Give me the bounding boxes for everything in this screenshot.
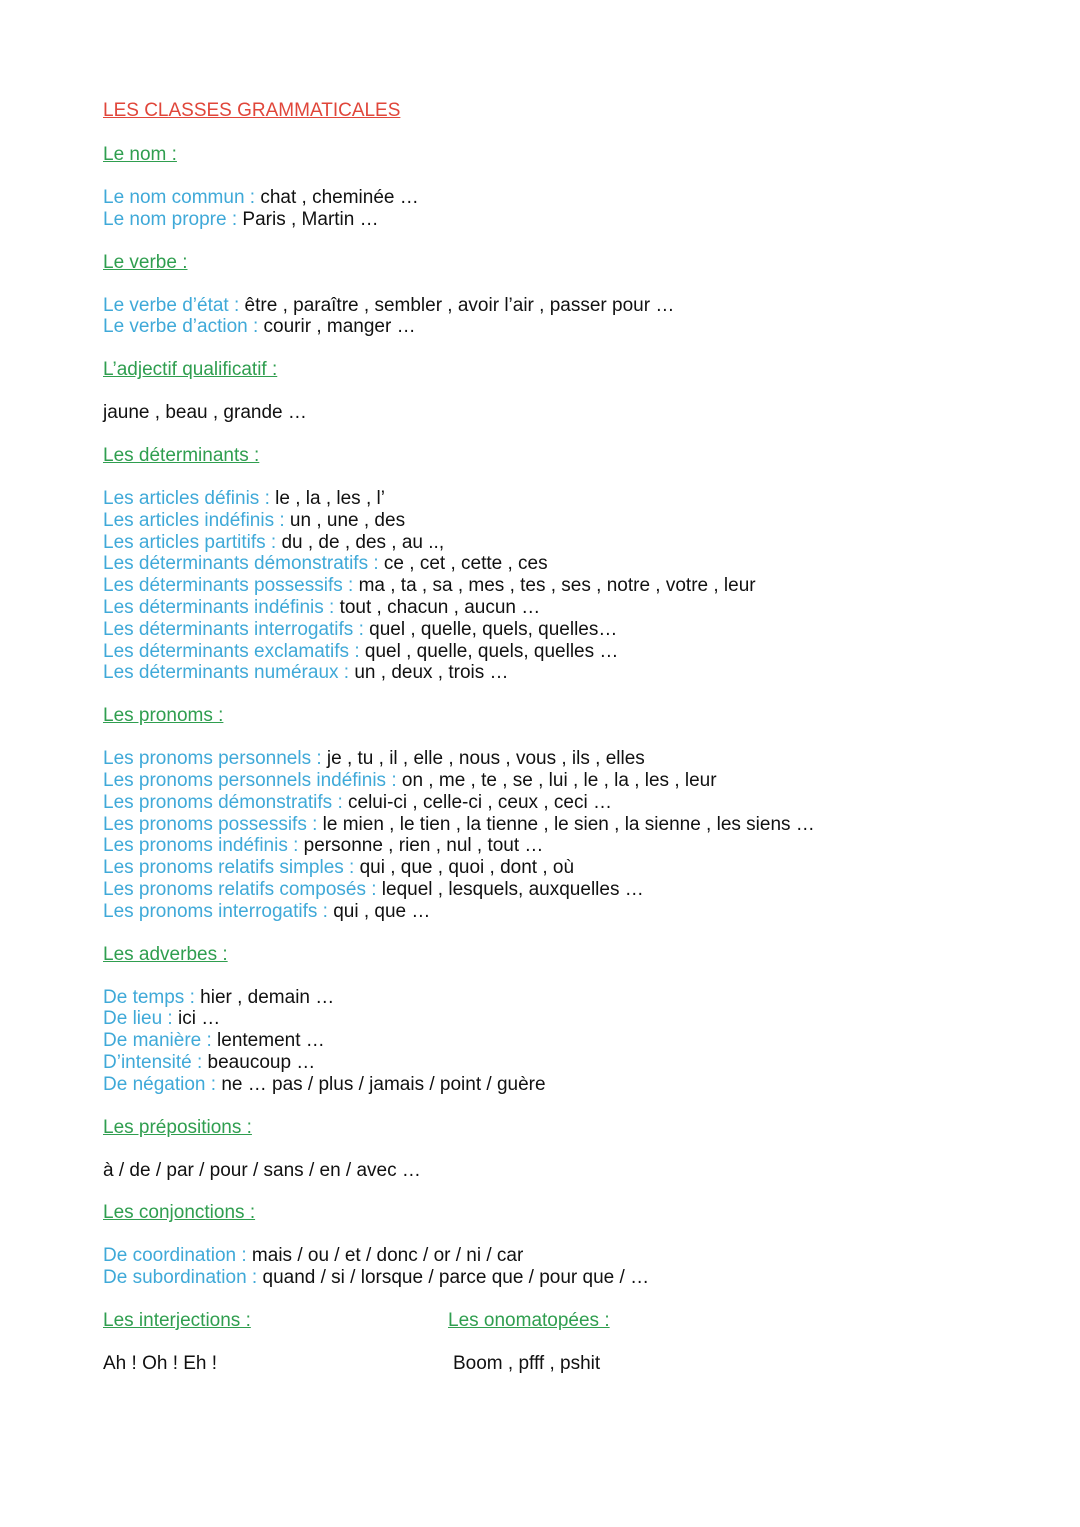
list-item	[103, 901, 1003, 923]
item-label: Les articles définis :	[103, 487, 276, 509]
item-value: être , paraître , sembler , avoir l’air , passer pour …	[244, 294, 675, 316]
section-heading-determinants: Les déterminants :	[103, 444, 260, 466]
list-item	[103, 1052, 1003, 1074]
list-item	[103, 619, 1003, 641]
item-value: beaucoup …	[207, 1051, 316, 1073]
section-body-conjonctions	[103, 1245, 1003, 1289]
item-value: celui-ci , celle-ci , ceux , ceci …	[348, 791, 612, 813]
section-text: jaune , beau , grande …	[103, 402, 307, 424]
item-label: De négation :	[103, 1073, 222, 1095]
section-body-adjectif	[103, 402, 1003, 424]
item-value: ma , ta , sa , mes , tes , ses , notre , votre , leur	[358, 575, 756, 597]
section-body-pronoms	[103, 748, 1003, 922]
list-item	[103, 835, 1003, 857]
item-label: Les déterminants démonstratifs :	[103, 553, 384, 575]
item-value: Paris , Martin …	[242, 208, 379, 230]
item-value: quand / si / lorsque / parce que / pour que / …	[262, 1267, 650, 1289]
section-heading-pronoms: Les pronoms :	[103, 705, 224, 727]
section-heading-conjonctions: Les conjonctions :	[103, 1202, 256, 1224]
item-value: je , tu , il , elle , nous , vous , ils , elles	[326, 748, 645, 770]
item-value: mais / ou / et / donc / or / ni / car	[251, 1245, 524, 1267]
item-label: Les articles indéfinis :	[103, 509, 290, 531]
list-item	[103, 641, 1003, 663]
list-item	[103, 1074, 1003, 1096]
item-label: De manière :	[103, 1030, 218, 1052]
list-item	[103, 316, 1003, 338]
item-value: chat , cheminée …	[260, 187, 419, 208]
list-item	[103, 187, 1003, 209]
list-item	[103, 209, 1003, 231]
list-item	[103, 662, 1003, 684]
two-column-row-text	[103, 1353, 1003, 1375]
section-body-nom	[103, 187, 1003, 231]
item-label: De coordination :	[103, 1245, 252, 1267]
item-label: Les pronoms indéfinis :	[103, 835, 304, 857]
onomatopees-text: Boom , pfff , pshit	[453, 1352, 601, 1374]
item-label: D’intensité :	[103, 1051, 208, 1073]
section-body-verbe	[103, 295, 1003, 339]
item-label: Le nom propre :	[103, 208, 243, 230]
item-label: Le verbe d’action :	[103, 316, 264, 338]
list-item	[103, 857, 1003, 879]
item-value: ici …	[177, 1008, 221, 1030]
item-label: Les déterminants indéfinis :	[103, 596, 340, 618]
item-value: du , de , des , au ..,	[281, 531, 445, 553]
item-label: Les pronoms personnels indéfinis :	[103, 769, 402, 791]
item-value: on , me , te , se , lui , le , la , les , leur	[401, 769, 717, 791]
list-item	[103, 295, 1003, 317]
interjections-text: Ah ! Oh ! Eh !	[103, 1352, 218, 1374]
item-value: le , la , les , l’	[275, 487, 385, 509]
item-label: Les pronoms interrogatifs :	[103, 900, 334, 922]
list-item	[103, 792, 1003, 814]
item-label: De temps :	[103, 986, 201, 1008]
item-label: De lieu :	[103, 1008, 178, 1030]
item-label: Le nom commun :	[103, 187, 261, 208]
item-value: courir , manger …	[263, 316, 416, 338]
section-heading-adjectif: L’adjectif qualificatif :	[103, 359, 278, 381]
two-column-row-headings	[103, 1310, 1003, 1332]
item-label: Les pronoms démonstratifs :	[103, 791, 348, 813]
page-title: LES CLASSES GRAMMATICALES	[103, 100, 401, 121]
list-item	[103, 1267, 1003, 1289]
item-label: Les pronoms relatifs simples :	[103, 857, 360, 879]
section-body-prepositions	[103, 1160, 1003, 1182]
list-item	[103, 553, 1003, 575]
item-label: De subordination :	[103, 1267, 263, 1289]
list-item	[103, 1245, 1003, 1267]
item-value: ne … pas / plus / jamais / point / guère	[221, 1073, 546, 1095]
item-label: Le verbe d’état :	[103, 294, 245, 316]
list-item	[103, 1008, 1003, 1030]
section-heading-verbe: Le verbe :	[103, 251, 188, 273]
item-label: Les pronoms personnels :	[103, 748, 327, 770]
section-heading-prepositions: Les prépositions :	[103, 1116, 252, 1138]
list-item	[103, 770, 1003, 792]
list-item	[103, 532, 1003, 554]
item-value: un , une , des	[289, 509, 406, 531]
item-label: Les déterminants exclamatifs :	[103, 640, 365, 662]
list-item	[103, 748, 1003, 770]
section-text: à / de / par / pour / sans / en / avec …	[103, 1159, 421, 1181]
item-value: quel , quelle, quels, quelles …	[364, 640, 619, 662]
list-item	[103, 510, 1003, 532]
section-heading-interjections: Les interjections :	[103, 1309, 251, 1331]
list-item	[103, 488, 1003, 510]
item-value: tout , chacun , aucun …	[339, 596, 541, 618]
section-heading-nom: Le nom :	[103, 144, 177, 165]
section-body-determinants	[103, 488, 1003, 684]
list-item	[103, 879, 1003, 901]
list-item	[103, 814, 1003, 836]
item-value: lequel , lesquels, auxquelles …	[381, 878, 644, 900]
item-label: Les articles partitifs :	[103, 531, 282, 553]
item-label: Les déterminants possessifs :	[103, 575, 359, 597]
item-value: le mien , le tien , la tienne , le sien , la sienne , les siens …	[322, 813, 815, 835]
list-item	[103, 597, 1003, 619]
list-item	[103, 1030, 1003, 1052]
item-value: personne , rien , nul , tout …	[303, 835, 544, 857]
item-label: Les déterminants interrogatifs :	[103, 618, 370, 640]
item-value: qui , que …	[333, 900, 431, 922]
item-label: Les déterminants numéraux :	[103, 662, 355, 684]
section-heading-onomatopees: Les onomatopées :	[448, 1309, 610, 1331]
item-value: quel , quelle, quels, quelles…	[369, 618, 618, 640]
list-item	[103, 575, 1003, 597]
section-body-adverbes	[103, 987, 1003, 1096]
item-label: Les pronoms relatifs composés :	[103, 878, 382, 900]
item-value: qui , que , quoi , dont , où	[359, 857, 575, 879]
document-page	[103, 100, 1003, 1396]
item-label: Les pronoms possessifs :	[103, 813, 323, 835]
item-value: un , deux , trois …	[354, 662, 509, 684]
list-item	[103, 987, 1003, 1009]
item-value: lentement …	[217, 1030, 325, 1052]
item-value: ce , cet , cette , ces	[383, 553, 548, 575]
item-value: hier , demain …	[200, 986, 335, 1008]
section-heading-adverbes: Les adverbes :	[103, 943, 228, 965]
